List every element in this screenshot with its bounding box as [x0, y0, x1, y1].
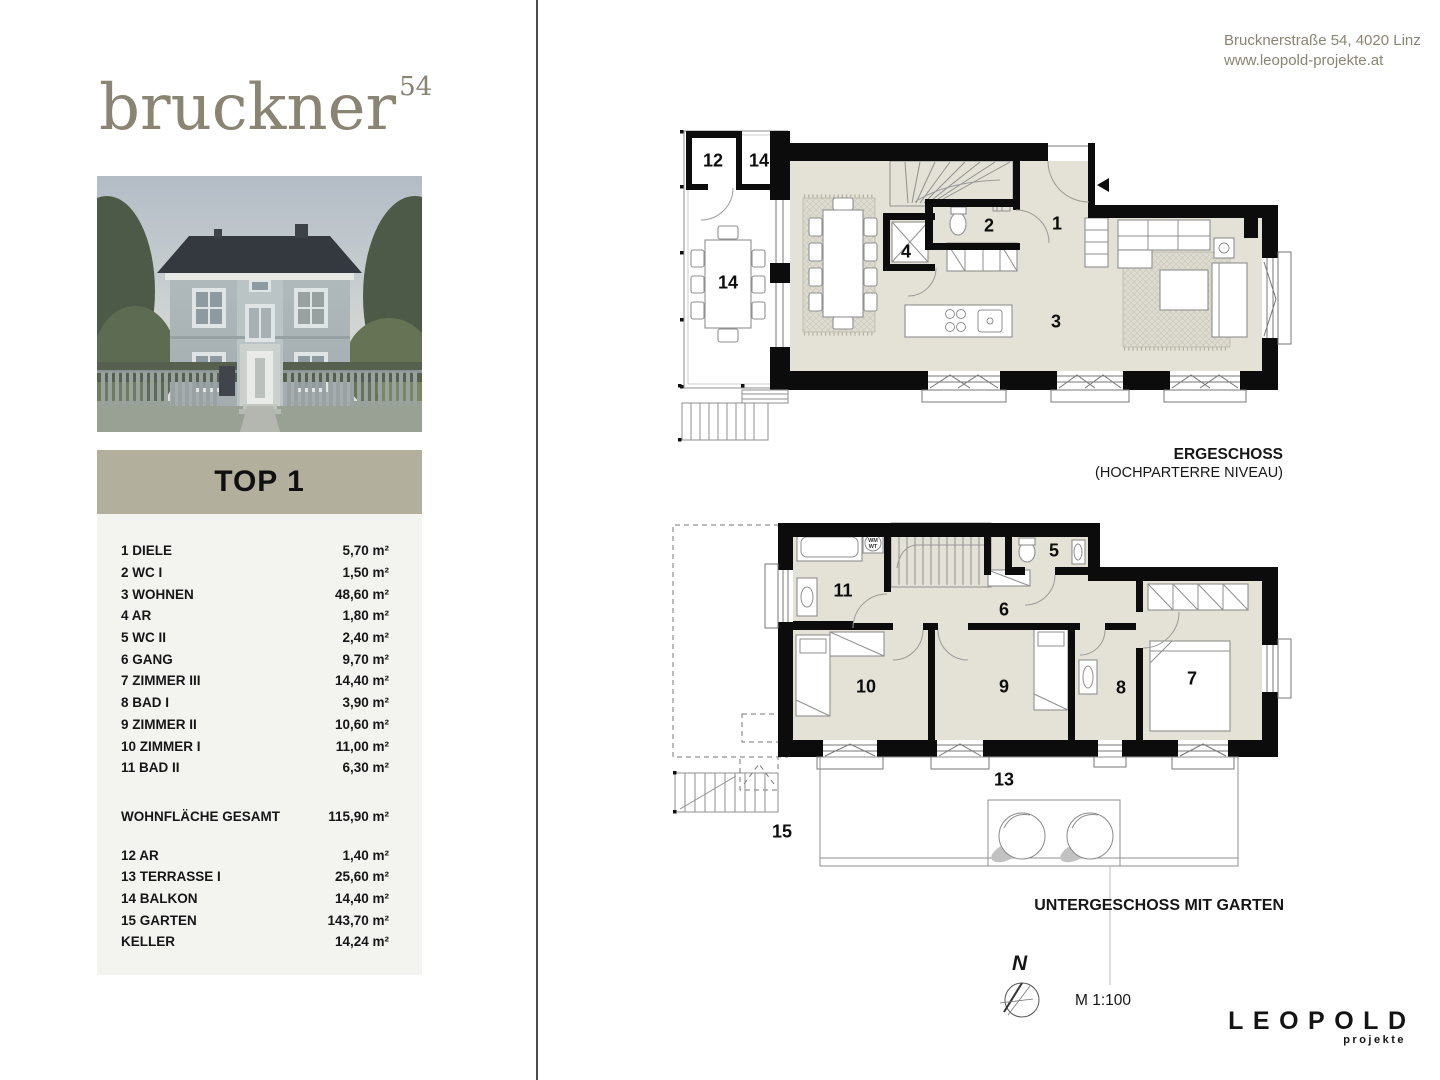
area-row [121, 583, 389, 605]
room-name: 6 GANG [121, 651, 173, 667]
room-label-8: 8 [1115, 677, 1127, 698]
room-name: 3 WOHNEN [121, 586, 194, 602]
leopold-logo [1228, 1007, 1416, 1046]
brand-logo [99, 71, 433, 145]
house-photo [97, 176, 422, 432]
area-row [121, 714, 389, 736]
room-area: 5,70 m² [342, 543, 389, 559]
room-name: 4 AR [121, 608, 152, 624]
area-row [121, 866, 389, 888]
room-label-13: 13 [993, 769, 1015, 790]
vertical-divider [536, 0, 538, 1080]
room-area: 2,40 m² [342, 630, 389, 646]
room-name: 5 WC II [121, 630, 167, 646]
scale-label: M 1:100 [1075, 992, 1132, 1009]
room-name: KELLER [121, 934, 175, 950]
room-area: 25,60 m² [334, 869, 389, 885]
north-label: N [1012, 952, 1028, 975]
room-name: 12 AR [121, 847, 159, 863]
address-line: Brucknerstraße 54, 4020 Linz [1224, 32, 1421, 49]
entrance-arrow-icon [1097, 178, 1109, 192]
room-label-6: 6 [998, 599, 1010, 620]
dining-area [803, 196, 877, 334]
website-link: www.leopold-projekte.at [1224, 52, 1384, 69]
area-row [121, 605, 389, 627]
room-label-11: 11 [833, 580, 853, 601]
room-area: 3,90 m² [342, 695, 389, 711]
area-row [121, 627, 389, 649]
room-label-10: 10 [855, 676, 877, 697]
room-label-5: 5 [1048, 540, 1060, 561]
room-name: 9 ZIMMER II [121, 716, 197, 732]
svg-text:WM: WM [868, 538, 878, 544]
room-area: 14,40 m² [334, 890, 389, 906]
room-area: 1,50 m² [342, 565, 389, 581]
area-row [121, 757, 389, 779]
room-area: 1,80 m² [342, 608, 389, 624]
room-label-4: 4 [900, 241, 912, 262]
exterior-stair-upper [678, 384, 788, 442]
area-row [121, 909, 389, 931]
room-label-7: 7 [1186, 668, 1198, 689]
room-area: 10,60 m² [334, 716, 389, 732]
room-area: 11,00 m² [335, 738, 389, 754]
room-name: 15 GARTEN [121, 912, 197, 928]
area-row [121, 931, 389, 953]
brand-name: bruckner [99, 71, 397, 145]
caption-ergeschoss [1000, 446, 1283, 482]
room-name: 13 TERRASSE I [121, 869, 221, 885]
leopold-wordmark: LEOPOLD [1228, 1007, 1416, 1035]
exterior-stair-lower [673, 771, 778, 814]
area-row [121, 540, 389, 562]
photo-door [240, 344, 280, 406]
room-label-12: 12 [702, 150, 724, 171]
room-label-3: 3 [1050, 311, 1062, 332]
room-area: 14,24 m² [334, 934, 389, 950]
unit-title: TOP 1 [97, 450, 422, 514]
caption-untergeschoss: UNTERGESCHOSS MIT GARTEN [1034, 897, 1284, 914]
room-name: 10 ZIMMER I [121, 738, 201, 754]
area-row [121, 562, 389, 584]
address-block [1224, 31, 1421, 71]
room-label-2: 2 [983, 215, 995, 236]
room-area: 6,30 m² [342, 760, 389, 776]
total-area: 115,90 m² [328, 808, 389, 824]
room-name: 7 ZIMMER III [121, 673, 201, 689]
plan-subtitle: (HOCHPARTERRE NIVEAU) [1095, 465, 1283, 481]
room-name: 11 BAD II [121, 760, 180, 776]
brand-number: 54 [399, 72, 433, 102]
area-row [121, 670, 389, 692]
room-label-14-balcony: 14 [717, 272, 739, 293]
room-area: 14,40 m² [334, 673, 389, 689]
area-row [121, 844, 389, 866]
area-row [121, 888, 389, 910]
room-name: 14 BALKON [121, 890, 198, 906]
area-total-row [121, 806, 389, 828]
room-area: 9,70 m² [342, 651, 389, 667]
room-name: 2 WC I [121, 565, 163, 581]
terrace [820, 757, 1238, 985]
floorplan-untergeschoss [660, 510, 1305, 990]
plan-title: ERGESCHOSS [1173, 446, 1283, 463]
room-name: 8 BAD I [121, 695, 170, 711]
area-table [97, 514, 422, 975]
washer-dryer-label [868, 538, 878, 550]
area-row [121, 648, 389, 670]
compass-icon [998, 976, 1048, 1026]
garden-boundary [673, 525, 788, 790]
room-label-9: 9 [998, 676, 1010, 697]
room-label-14-top: 14 [748, 150, 770, 171]
total-label: WOHNFLÄCHE GESAMT [121, 808, 280, 824]
room-area: 1,40 m² [342, 847, 389, 863]
area-row [121, 692, 389, 714]
area-row [121, 735, 389, 757]
room-area: 143,70 m² [327, 912, 389, 928]
svg-text:WT: WT [868, 544, 878, 550]
room-label-1: 1 [1051, 213, 1063, 234]
room-label-15: 15 [771, 821, 793, 842]
leopold-sublabel: projekte [1343, 1034, 1406, 1046]
room-name: 1 DIELE [121, 543, 173, 559]
room-area: 48,60 m² [334, 586, 389, 602]
